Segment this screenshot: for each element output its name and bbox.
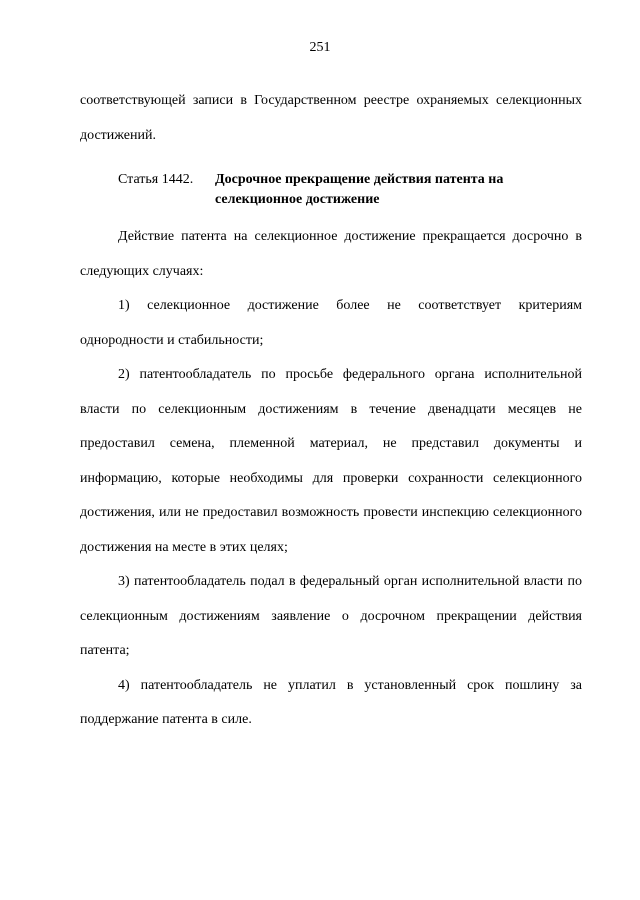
paragraph-item-3: 3) патентообладатель подал в федеральный орган исполнительной власти по селекционным достижениям заявление о досрочном прекращении действия патента; — [80, 574, 582, 658]
paragraph-item-4: 4) патентообладатель не уплатил в установленный срок пошлину за поддержание патента в силе. — [80, 677, 582, 727]
page-number: 251 — [309, 40, 331, 55]
paragraph-item-2: 2) патентообладатель по просьбе федерального органа исполнительной власти по селекционным достижениям в течение двенадцати месяцев не предоставил семена, племенной материал, не представил документы и информацию, которые необходимы для проверки сохранности селекционного достижения, или не предоставил возможность провести инспекцию селекционного достижения на месте в этих целях; — [80, 367, 582, 555]
paragraph-item-1: 1) селекционное достижение более не соответствует критериям однородности и стабильности; — [80, 298, 582, 348]
intro-paragraph: соответствующей записи в Государственном реестре охраняемых селекционных достижений. — [80, 93, 582, 143]
article-heading — [118, 170, 582, 210]
page-content — [80, 84, 582, 738]
article-title: Досрочное прекращение действия патента на селекционное достижение — [215, 172, 504, 207]
paragraph-intro: Действие патента на селекционное достижение прекращается досрочно в следующих случаях: — [80, 229, 582, 279]
article-label: Статья 1442. — [118, 172, 194, 187]
